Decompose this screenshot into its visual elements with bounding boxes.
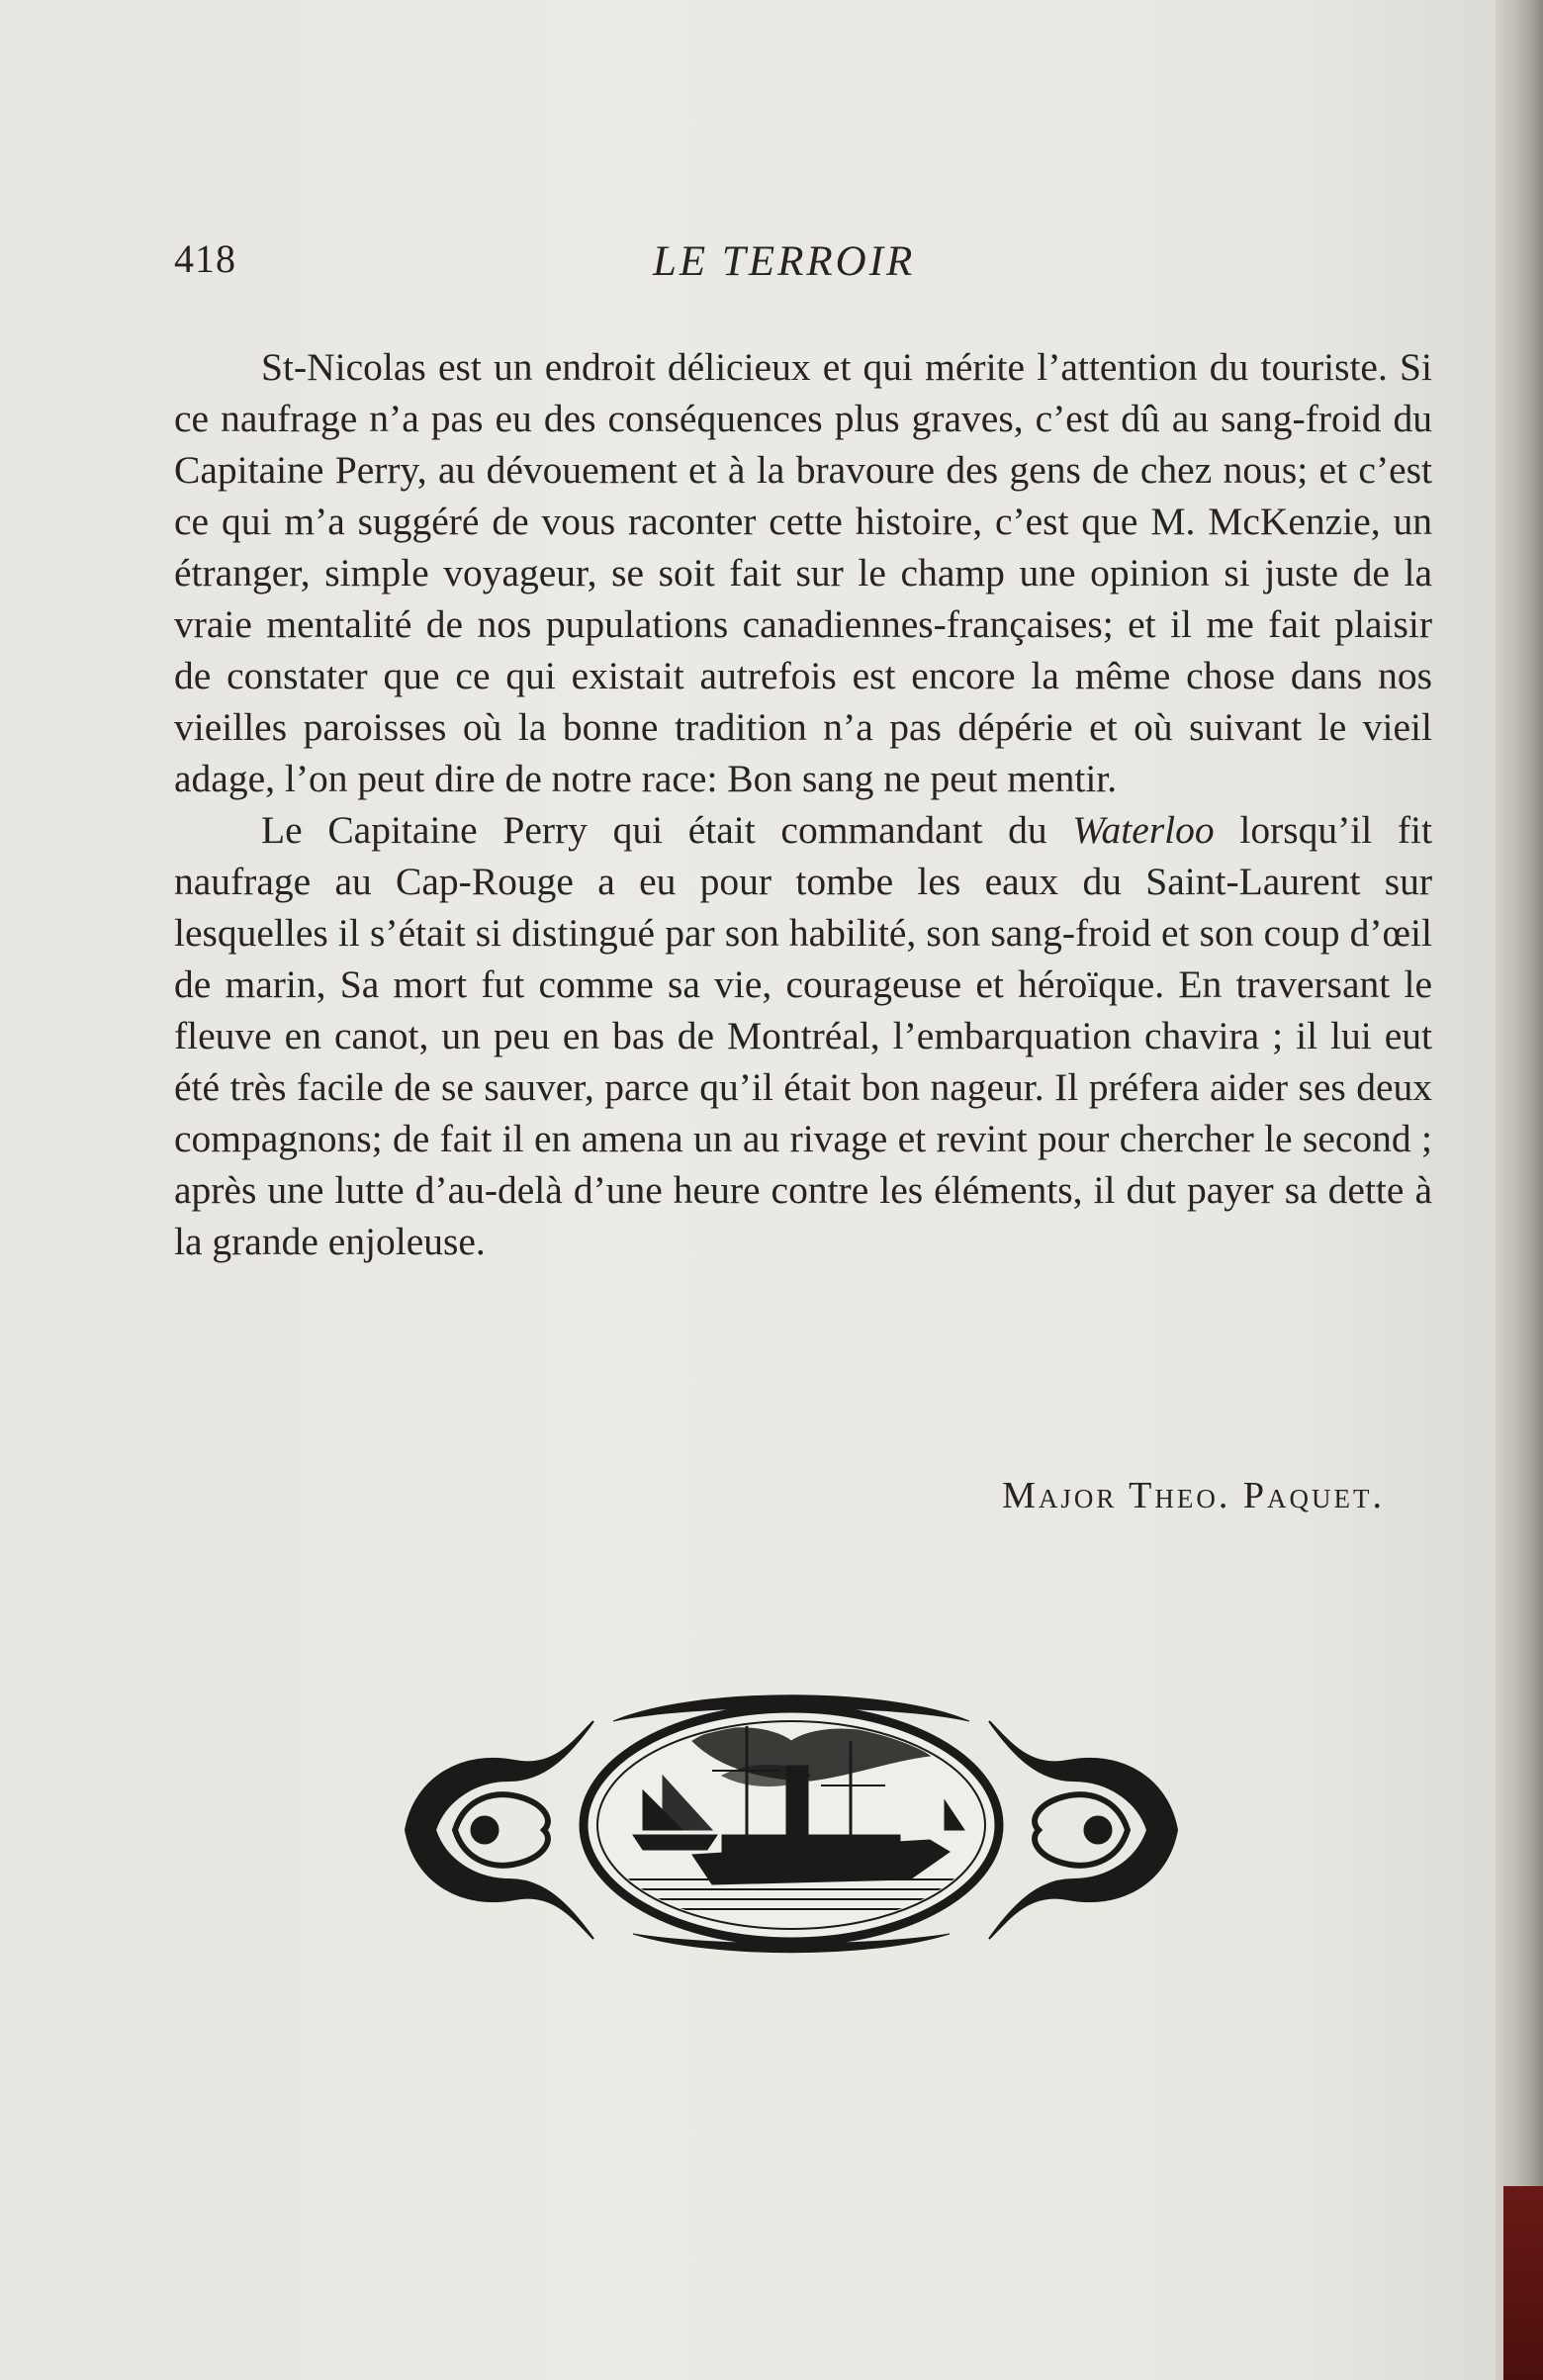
paragraph-1: St-Nicolas est un endroit délicieux et qui mérite l’attention du touriste. Si ce naufrage n’a pas eu des conséquences plus graves, c’est dû au sang-froid du Capitaine Perry, au dévouement et à la bravoure des gens de chez nous; et c’est ce qui m’a suggéré de vous raconter cette histoire, c’est que M. McKenzie, un étranger, simple voyageur, se soit fait sur le champ une opinion si juste de la vraie mentalité de nos pupulations canadiennes-françaises; et il me fait plaisir de constater que ce qui existait autrefois est encore la même chose dans nos vieilles paroisses où la bonne tradition n’a pas dépérie et où suivant le vieil adage, l’on peut dire de notre race: Bon sang ne peut mentir.: [174, 345, 1432, 800]
running-head: LE TERROIR: [653, 238, 916, 285]
author-signature: Major Theo. Paquet.: [1002, 1475, 1385, 1516]
book-spine: [1496, 0, 1543, 2380]
body-text: [174, 341, 1432, 1267]
paragraph-2-after: lorsqu’il fit naufrage au Cap-Rouge a eu pour tombe les eaux du Saint-Laurent sur lesquelles il s’était si distingué par son habilité, son sang-froid et son coup d’œil de marin, Sa mort fut comme sa vie, courageuse et héroïque. En traversant le fleuve en canot, un peu en bas de Montréal, l’embarquation chavira ; il lui eut été très facile de se sauver, parce qu’il était bon nageur. Il préfera aider ses deux compagnons; de fait il en amena un au rivage et revint pour chercher le second ; après une lutte d’au-delà d’une heure contre les éléments, il dut payer sa dette à la grande enjoleuse.: [174, 808, 1432, 1263]
paragraph-2-before: Le Capitaine Perry qui était commandant du: [261, 808, 1073, 852]
page-number: 418: [174, 236, 236, 281]
paragraph-2: [174, 804, 1432, 1267]
book-spine-red-cover: [1503, 2186, 1543, 2380]
right-scroll-ornament: [989, 1721, 1177, 1939]
steamship-vignette-icon: [396, 1682, 1187, 1959]
left-scroll-ornament: [406, 1721, 593, 1939]
ship-name: Waterloo: [1072, 808, 1215, 852]
